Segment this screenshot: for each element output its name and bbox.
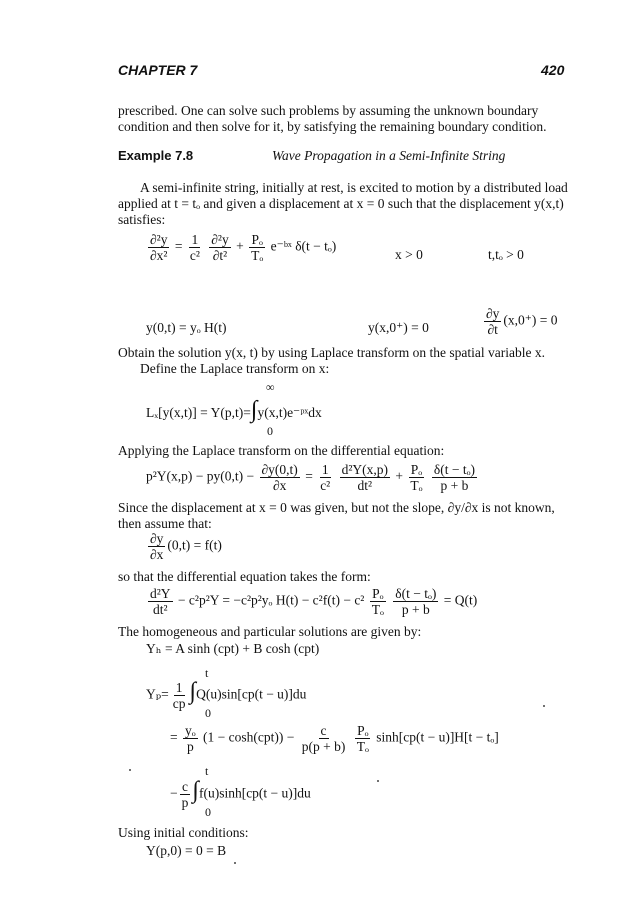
condition-t: t,tₒ > 0 [488,247,524,262]
fraction: $\frac{\text{Pₒ}}{\text{Tₒ}}$ [251,232,264,263]
fraction: $\frac{\text{d²Y}}{\text{dt²}}$ [150,586,171,617]
laplace-definition: Lₓ[y(x,t)] = Y(p,t)=∫y(x,t)e⁻ᵖˣdx [146,397,322,423]
boundary-condition-2: y(x,0⁺) = 0 [368,320,429,335]
page-number: 420 [541,62,565,78]
particular-solution-expanded: = $\frac{\text{yₒ}}{p}$ (1 − cosh(cpt)) − $\frac{c}{p(p + b)}$ $\frac{\text{Pₒ}}{\text{Tₒ}}$ sinh[cp(t − u)]H[t − tₒ] [170,723,499,754]
applying-text: Applying the Laplace transform on the differential equation: [118,443,445,458]
since-paragraph: Since the displacement at x = 0 was given, but not the slope, ∂y/∂x is not known, then assume that: [118,500,555,531]
fraction: $\frac{\text{Pₒ}}{\text{Tₒ}}$ [410,462,423,493]
fraction: $\frac{1}{cp}$ [172,680,186,711]
scan-speck [543,705,545,707]
particular-solution: Yₚ= $\frac{1}{cp}$ ∫Q(u)sin[cp(t − u)]du [146,678,307,711]
wave-equation: $\frac{\text{∂²y}}{\text{∂x²}}$ = $\frac{1}{\text{c²}}$ $\frac{\text{∂²y}}{\text{∂t²}}$ + $\frac{\text{Pₒ}}{\text{Tₒ}}$ e⁻ᵇˣ δ(t − tₒ) [150,232,337,263]
integral-sign: ∫ [192,777,199,804]
condition-x: x > 0 [395,247,423,262]
fraction: $\frac{1}{\text{c²}}$ [189,232,200,263]
integral-sign: ∫ [250,397,258,423]
fraction: $\frac{\partial y}{\partial t}$ [486,306,500,337]
fraction: $\frac{\text{Pₒ}}{\text{Tₒ}}$ [371,586,384,617]
so-text: so that the differential equation takes the form: [118,569,371,584]
fraction: $\frac{c}{p}$ [181,779,189,810]
integral-lower-limit: 0 [205,706,211,720]
fraction: $\frac{\text{yₒ}}{p}$ [185,723,196,754]
intro-paragraph: prescribed. One can solve such problems by assuming the unknown boundary condition and then solve for it, by satisfying the remaining boundary condition. [118,103,547,134]
using-text: Using initial conditions: [118,825,249,840]
fraction: $\frac{\text{δ(t − tₒ)}}{p + b}$ [395,586,437,617]
integral-upper-limit: ∞ [266,380,275,394]
define-text: Define the Laplace transform on x: [140,361,330,376]
fraction: $\frac{\partial y}{\partial x}$ [150,531,164,562]
integral-sign: ∫ [189,678,197,705]
scan-speck [234,862,236,864]
scan-speck [377,780,379,782]
fraction: $\frac{\text{δ(t − tₒ)}}{p + b}$ [433,462,476,493]
example-label: Example 7.8 [118,148,194,163]
slope-assumption: $\frac{\partial y}{\partial x}$ (0,t) = f(t) [150,531,222,562]
fraction: $\frac{1}{\text{c²}}$ [320,462,331,493]
ode-form: $\frac{\text{d²Y}}{\text{dt²}}$ − c²p²Y = −c²p²yₒ H(t) − c²f(t) − c² $\frac{\text{Pₒ}}{\text{Tₒ}}$ $\frac{\text{δ(t − tₒ)}}{p + b}$ = Q(t) [150,586,478,617]
fraction: $\frac{\text{∂²y}}{\text{∂x²}}$ [150,232,168,263]
homogeneous-text: The homogeneous and particular solutions are given by: [118,624,422,639]
transformed-equation: p²Y(x,p) − py(0,t) − $\frac{\partial y(0,t)}{\partial x}$ = $\frac{1}{\text{c²}}$ $\frac{\text{d²Y(x,p)}}{\text{dt²}}$ + $\frac{\text{Pₒ}}{\text{Tₒ}}$ $\frac{\text{δ(t − tₒ)}}{p + b}$ [146,462,476,493]
scan-speck [129,769,131,771]
integral-upper-limit: t [205,764,209,778]
homogeneous-solution: Yₕ = A sinh (cpt) + B cosh (cpt) [146,641,320,656]
example-title: Wave Propagation in a Semi-Infinite String [272,148,506,163]
boundary-condition-3: $\frac{\partial y}{\partial t}$ (x,0⁺) = 0 [486,306,558,337]
fraction: $\frac{\partial y(0,t)}{\partial x}$ [261,462,298,493]
fraction: $\frac{c}{p(p + b)}$ [301,723,346,754]
chapter-heading: CHAPTER 7 [118,62,198,78]
fraction: $\frac{\text{d²Y(x,p)}}{\text{dt²}}$ [341,462,389,493]
fraction: $\frac{\text{Pₒ}}{\text{Tₒ}}$ [356,723,369,754]
particular-solution-integral: − $\frac{c}{p}$ ∫f(u)sinh[cp(t − u)]du [170,777,311,810]
obtain-text: Obtain the solution y(x, t) by using Laplace transform on the spatial variable x. [118,345,546,360]
integral-lower-limit: 0 [267,424,273,438]
boundary-condition-1: y(0,t) = yₒ H(t) [146,320,227,335]
integral-upper-limit: t [205,666,209,680]
problem-paragraph: A semi-infinite string, initially at rest, is excited to motion by a distributed load applied at t = tₒ and given a displacement at x = 0 such that the displacement y(x,t) satisfies: [118,180,568,227]
initial-condition: Y(p,0) = 0 = B [146,843,227,858]
fraction: $\frac{\text{∂²y}}{\text{∂t²}}$ [211,232,229,263]
integral-lower-limit: 0 [205,805,211,819]
